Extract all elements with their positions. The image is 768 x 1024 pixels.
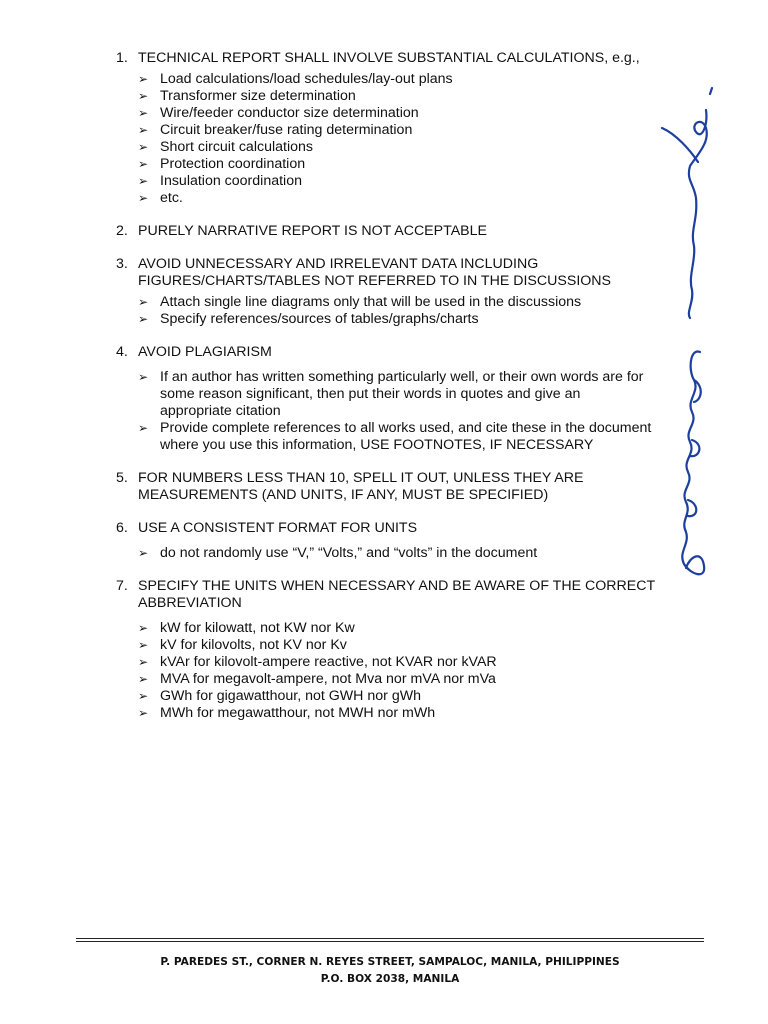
bullet-item	[138, 156, 656, 173]
arrow-bullet-icon: ➢	[138, 370, 149, 384]
arrow-bullet-icon: ➢	[138, 140, 149, 154]
bullet-item	[138, 688, 656, 705]
arrow-bullet-icon: ➢	[138, 89, 149, 103]
bullet-text: kW for kilowatt, not KW nor Kw	[160, 620, 355, 636]
page-footer	[76, 938, 704, 988]
bullet-item	[138, 105, 656, 122]
bullet-text: Transformer size determination	[160, 88, 356, 104]
bullet-text: Protection coordination	[160, 156, 306, 172]
bullet-text: Specify references/sources of tables/graphs/charts	[160, 311, 479, 327]
list-item-1	[116, 50, 656, 207]
bullet-item	[138, 88, 656, 105]
item-heading: FOR NUMBERS LESS THAN 10, SPELL IT OUT, UNLESS THEY ARE MEASUREMENTS (AND UNITS, IF ANY, MUST BE SPECIFIED)	[138, 470, 584, 503]
bullet-text: Insulation coordination	[160, 173, 302, 189]
item-heading: PURELY NARRATIVE REPORT IS NOT ACCEPTABLE	[138, 223, 488, 239]
bullet-list	[138, 71, 656, 207]
item-number: 4.	[116, 344, 128, 360]
arrow-bullet-icon: ➢	[138, 295, 149, 309]
bullet-item	[138, 71, 656, 88]
bullet-list	[138, 545, 656, 562]
bullet-item	[138, 173, 656, 190]
arrow-bullet-icon: ➢	[138, 72, 149, 86]
bullet-text: kVAr for kilovolt-ampere reactive, not KVAR nor kVAR	[160, 654, 497, 670]
arrow-bullet-icon: ➢	[138, 655, 149, 669]
arrow-bullet-icon: ➢	[138, 621, 149, 635]
bullet-text: Wire/feeder conductor size determination	[160, 105, 419, 121]
bullet-list	[138, 369, 656, 454]
arrow-bullet-icon: ➢	[138, 312, 149, 326]
bullet-text: Attach single line diagrams only that will be used in the discussions	[160, 294, 582, 310]
bullet-text: MWh for megawatthour, not MWH nor mWh	[160, 705, 436, 721]
arrow-bullet-icon: ➢	[138, 106, 149, 120]
item-heading: AVOID PLAGIARISM	[138, 344, 272, 360]
bullet-text: MVA for megavolt-ampere, not Mva nor mVA nor mVa	[160, 671, 496, 687]
list-item-5	[116, 470, 656, 504]
bullet-text: etc.	[160, 190, 183, 206]
bullet-item	[138, 654, 656, 671]
footer-address	[76, 954, 704, 988]
bullet-item	[138, 420, 656, 454]
arrow-bullet-icon: ➢	[138, 421, 149, 435]
list-item-2	[116, 223, 656, 240]
item-number: 1.	[116, 50, 128, 66]
footer-address-line-2: P.O. BOX 2038, MANILA	[320, 973, 460, 985]
bullet-item	[138, 311, 656, 328]
bullet-item	[138, 139, 656, 156]
signature-upper	[662, 88, 712, 318]
bullet-item	[138, 369, 656, 420]
item-number: 2.	[116, 223, 128, 239]
bullet-text: Circuit breaker/fuse rating determination	[160, 122, 413, 138]
bullet-item	[138, 671, 656, 688]
bullet-text: Provide complete references to all works used, and cite these in the document where you use this information, USE FOOTNOTES, IF NECESSARY	[160, 420, 652, 453]
bullet-item	[138, 545, 656, 562]
arrow-bullet-icon: ➢	[138, 157, 149, 171]
bullet-item	[138, 637, 656, 654]
list-item-3	[116, 256, 656, 328]
bullet-text: Short circuit calculations	[160, 139, 313, 155]
bullet-list	[138, 620, 656, 722]
bullet-item	[138, 122, 656, 139]
item-heading: TECHNICAL REPORT SHALL INVOLVE SUBSTANTIAL CALCULATIONS, e.g.,	[138, 50, 640, 66]
list-item-4	[116, 344, 656, 454]
footer-divider-bottom	[76, 941, 704, 942]
item-number: 3.	[116, 256, 128, 272]
bullet-text: Load calculations/load schedules/lay-out plans	[160, 71, 453, 87]
bullet-text: If an author has written something particularly well, or their own words are for some reason significant, then put their words in quotes and give an appropriate citation	[160, 369, 644, 419]
item-heading: SPECIFY THE UNITS WHEN NECESSARY AND BE AWARE OF THE CORRECT ABBREVIATION	[138, 578, 655, 611]
bullet-text: do not randomly use “V,” “Volts,” and “volts” in the document	[160, 545, 538, 561]
item-number: 7.	[116, 578, 128, 594]
item-heading: USE A CONSISTENT FORMAT FOR UNITS	[138, 520, 418, 536]
list-item-7	[116, 578, 656, 722]
bullet-text: kV for kilovolts, not KV nor Kv	[160, 637, 347, 653]
arrow-bullet-icon: ➢	[138, 546, 149, 560]
item-heading: AVOID UNNECESSARY AND IRRELEVANT DATA INCLUDING FIGURES/CHARTS/TABLES NOT REFERRED TO IN THE DISCUSSIONS	[138, 256, 612, 289]
list-item-6	[116, 520, 656, 562]
bullet-item	[138, 620, 656, 637]
arrow-bullet-icon: ➢	[138, 174, 149, 188]
arrow-bullet-icon: ➢	[138, 706, 149, 720]
bullet-text: GWh for gigawatthour, not GWH nor gWh	[160, 688, 421, 704]
footer-divider-top	[76, 938, 704, 939]
bullet-list	[138, 294, 656, 328]
item-number: 6.	[116, 520, 128, 536]
arrow-bullet-icon: ➢	[138, 689, 149, 703]
bullet-item	[138, 190, 656, 207]
arrow-bullet-icon: ➢	[138, 123, 149, 137]
arrow-bullet-icon: ➢	[138, 638, 149, 652]
arrow-bullet-icon: ➢	[138, 672, 149, 686]
footer-address-line-1: P. PAREDES ST., CORNER N. REYES STREET, SAMPALOC, MANILA, PHILIPPINES	[160, 956, 620, 968]
bullet-item	[138, 705, 656, 722]
arrow-bullet-icon: ➢	[138, 191, 149, 205]
handwritten-signatures	[650, 80, 750, 600]
document-body	[116, 50, 656, 738]
item-number: 5.	[116, 470, 128, 486]
signature-lower	[682, 352, 704, 575]
bullet-item	[138, 294, 656, 311]
